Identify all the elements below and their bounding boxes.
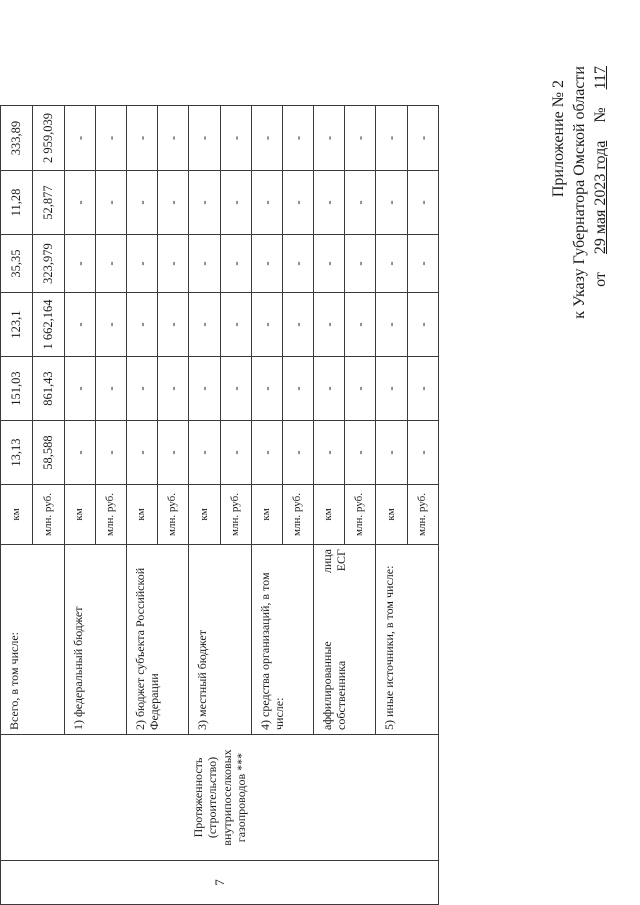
value-cell: 52,877 bbox=[33, 171, 65, 235]
value-cell: - bbox=[283, 171, 314, 235]
unit-cell: км bbox=[127, 485, 158, 545]
value-cell: - bbox=[127, 421, 158, 485]
date-prefix: от bbox=[592, 272, 609, 287]
value-cell: 333,89 bbox=[1, 106, 33, 171]
value-cell: - bbox=[221, 171, 252, 235]
value-cell: - bbox=[252, 171, 283, 235]
unit-cell: млн. руб. bbox=[283, 485, 314, 545]
value-cell: - bbox=[65, 357, 96, 421]
value-cell: - bbox=[65, 171, 96, 235]
value-cell: - bbox=[345, 357, 376, 421]
value-cell: - bbox=[314, 106, 345, 171]
value-cell: - bbox=[96, 235, 127, 293]
row-number: 7 bbox=[1, 861, 439, 905]
value-cell: - bbox=[158, 106, 189, 171]
value-cell: - bbox=[189, 171, 221, 235]
value-cell: - bbox=[345, 421, 376, 485]
decree-reference: к Указу Губернатора Омской области bbox=[571, 66, 588, 319]
value-cell: - bbox=[252, 293, 283, 357]
value-cell: - bbox=[221, 357, 252, 421]
unit-cell: млн. руб. bbox=[221, 485, 252, 545]
value-cell: - bbox=[65, 293, 96, 357]
value-cell: - bbox=[345, 106, 376, 171]
value-cell: - bbox=[376, 106, 408, 171]
value-cell: - bbox=[158, 293, 189, 357]
value-cell: - bbox=[345, 235, 376, 293]
funding-source: 1) федеральный бюджет bbox=[65, 545, 127, 735]
value-cell: - bbox=[376, 293, 408, 357]
value-cell: - bbox=[345, 171, 376, 235]
value-cell: - bbox=[127, 171, 158, 235]
funding-source: 4) средства организаций, в том числе: bbox=[252, 545, 314, 735]
number-label: № bbox=[592, 107, 609, 123]
value-cell: 323,979 bbox=[33, 235, 65, 293]
value-cell: 35,35 bbox=[1, 235, 33, 293]
funding-source: аффилированные лица собственника ЕСГ bbox=[314, 545, 376, 735]
value-cell: - bbox=[314, 357, 345, 421]
value-cell: - bbox=[158, 171, 189, 235]
value-cell: 11,28 bbox=[1, 171, 33, 235]
value-cell: - bbox=[96, 293, 127, 357]
value-cell: - bbox=[252, 421, 283, 485]
value-cell: - bbox=[283, 235, 314, 293]
value-cell: - bbox=[65, 421, 96, 485]
value-cell: - bbox=[408, 171, 439, 235]
value-cell: - bbox=[96, 171, 127, 235]
unit-cell: млн. руб. bbox=[158, 485, 189, 545]
value-cell: - bbox=[408, 293, 439, 357]
value-cell: - bbox=[408, 106, 439, 171]
unit-cell: км bbox=[65, 485, 96, 545]
value-cell: - bbox=[127, 293, 158, 357]
value-cell: - bbox=[376, 357, 408, 421]
value-cell: - bbox=[127, 357, 158, 421]
unit-cell: км bbox=[1, 485, 33, 545]
financing-table bbox=[0, 105, 439, 905]
value-cell: - bbox=[221, 235, 252, 293]
value-cell: - bbox=[96, 106, 127, 171]
value-cell: 123,1 bbox=[1, 293, 33, 357]
unit-cell: км bbox=[376, 485, 408, 545]
value-cell: - bbox=[158, 421, 189, 485]
funding-source: Всего, в том числе: bbox=[1, 545, 65, 735]
appendix-title: Приложение № 2 bbox=[550, 80, 567, 198]
unit-cell: км bbox=[314, 485, 345, 545]
unit-cell: млн. руб. bbox=[345, 485, 376, 545]
value-cell: - bbox=[127, 235, 158, 293]
value-cell: - bbox=[189, 357, 221, 421]
value-cell: 861,43 bbox=[33, 357, 65, 421]
value-cell: 58,588 bbox=[33, 421, 65, 485]
value-cell: - bbox=[96, 357, 127, 421]
value-cell: - bbox=[376, 421, 408, 485]
value-cell: - bbox=[283, 357, 314, 421]
value-cell: - bbox=[314, 171, 345, 235]
unit-cell: км bbox=[189, 485, 221, 545]
value-cell: 13,13 bbox=[1, 421, 33, 485]
value-cell: - bbox=[376, 235, 408, 293]
value-cell: - bbox=[221, 421, 252, 485]
value-cell: - bbox=[96, 421, 127, 485]
value-cell: - bbox=[283, 106, 314, 171]
decree-date-line bbox=[592, 66, 610, 287]
value-cell: - bbox=[376, 171, 408, 235]
value-cell: - bbox=[408, 421, 439, 485]
value-cell: 1 662,164 bbox=[33, 293, 65, 357]
value-cell: - bbox=[221, 106, 252, 171]
unit-cell: км bbox=[252, 485, 283, 545]
value-cell: - bbox=[189, 106, 221, 171]
value-cell: - bbox=[283, 293, 314, 357]
value-cell: - bbox=[65, 106, 96, 171]
value-cell: - bbox=[408, 357, 439, 421]
unit-cell: млн. руб. bbox=[408, 485, 439, 545]
unit-cell: млн. руб. bbox=[96, 485, 127, 545]
value-cell: - bbox=[127, 106, 158, 171]
decree-number: 117 bbox=[592, 66, 609, 90]
value-cell: - bbox=[189, 293, 221, 357]
value-cell: - bbox=[252, 106, 283, 171]
table-row bbox=[1, 106, 33, 905]
value-cell: - bbox=[283, 421, 314, 485]
decree-date: 29 мая 2023 года bbox=[592, 140, 609, 255]
value-cell: - bbox=[221, 293, 252, 357]
value-cell: - bbox=[158, 357, 189, 421]
value-cell: - bbox=[189, 421, 221, 485]
value-cell: - bbox=[252, 235, 283, 293]
value-cell: 151,03 bbox=[1, 357, 33, 421]
value-cell: - bbox=[314, 293, 345, 357]
value-cell: - bbox=[252, 357, 283, 421]
value-cell: - bbox=[345, 293, 376, 357]
funding-source: 2) бюджет субъекта Российской Федерации bbox=[127, 545, 189, 735]
value-cell: - bbox=[314, 235, 345, 293]
value-cell: - bbox=[158, 235, 189, 293]
funding-source: 3) местный бюджет bbox=[189, 545, 252, 735]
value-cell: - bbox=[408, 235, 439, 293]
funding-source: 5) иные источники, в том числе: bbox=[376, 545, 439, 735]
value-cell: - bbox=[189, 235, 221, 293]
value-cell: 2 959,039 bbox=[33, 106, 65, 171]
indicator-name: Протяженность (строительство) внутрипоселковых газопроводов *** bbox=[1, 735, 439, 861]
value-cell: - bbox=[65, 235, 96, 293]
unit-cell: млн. руб. bbox=[33, 485, 65, 545]
value-cell: - bbox=[314, 421, 345, 485]
